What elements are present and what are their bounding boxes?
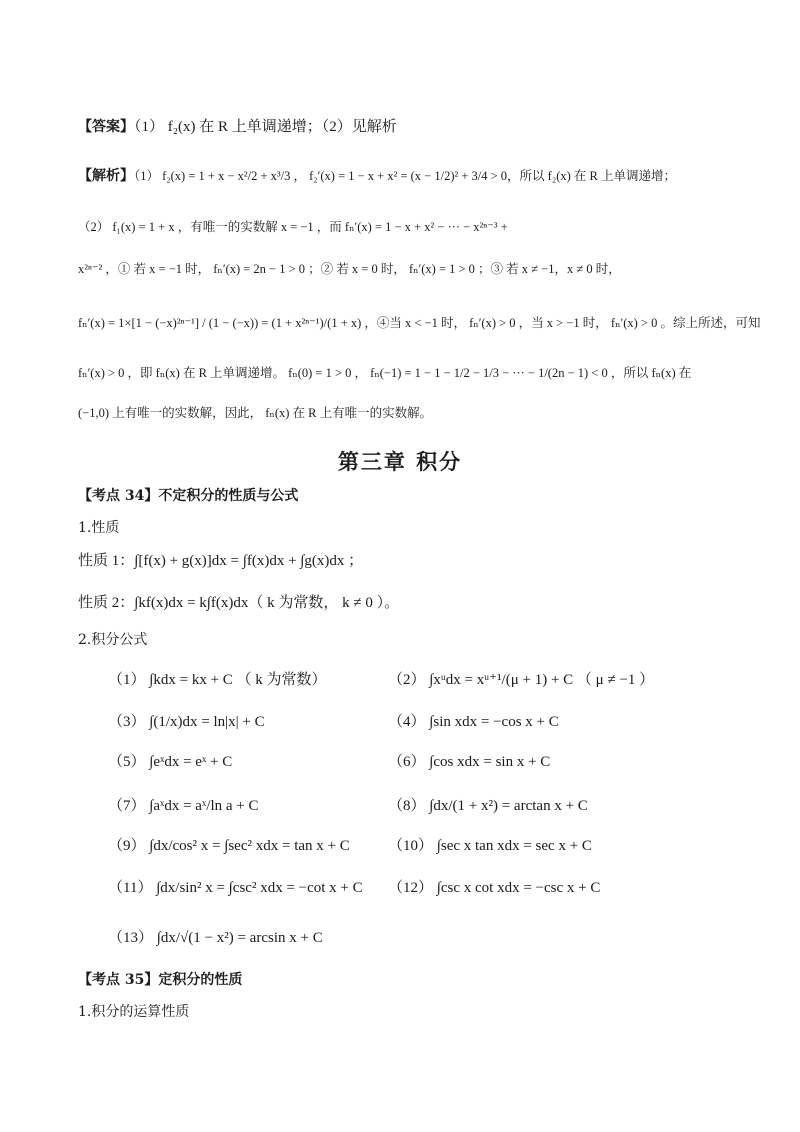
formula-11: （11） ∫dx/sin² x = ∫csc² xdx = −cot x + C xyxy=(108,880,363,896)
analysis-line-6: (−1,0) 上有唯一的实数解，因此， fₙ(x) 在 R 上有唯一的实数解。 xyxy=(78,406,433,420)
analysis-line-5: fₙ′(x) > 0 ，即 fₙ(x) 在 R 上单调递增。 fₙ(0) = 1 > 0 ， fₙ(−1) = 1 − 1 − 1/2 − 1/3 − ··· − 1/(2n − 1) < 0 ，所以 fₙ(x) 在 xyxy=(78,366,692,380)
analysis-line-4: fₙ′(x) = 1×[1 − (−x)²ⁿ⁻¹] / (1 − (−x)) = (1 + x²ⁿ⁻¹)/(1 + x) ，④当 x < −1 时， fₙ′(x) > 0 ，当 x > −1 时， fₙ′(x) > 0 。综上所述，可知 xyxy=(78,316,761,330)
formula-3: （3） ∫(1/x)dx = ln|x| + C xyxy=(108,714,265,730)
answer-label: 【答案】 xyxy=(78,119,134,135)
section-35-heading: 【考点 35】定积分的性质 xyxy=(78,972,243,988)
section-34-sub-properties: 1.性质 xyxy=(78,520,120,536)
formula-12: （12） ∫csc x cot xdx = −csc x + C xyxy=(388,880,601,896)
answer-line xyxy=(78,118,740,136)
property-2: 性质 2：∫kf(x)dx = k∫f(x)dx（ k 为常数， k ≠ 0 ）。 xyxy=(78,595,400,611)
section-34-heading: 【考点 34】不定积分的性质与公式 xyxy=(78,488,299,504)
formula-5: （5） ∫eˣdx = eˣ + C xyxy=(108,754,233,770)
answer-text: （1） f₂(x) 在 R 上单调递增；（2）见解析 xyxy=(134,119,397,135)
analysis-line-1 xyxy=(78,168,740,185)
analysis-line-3: x²ⁿ⁻² ，① 若 x = −1 时， fₙ′(x) = 2n − 1 > 0 ；② 若 x = 0 时， fₙ′(x) = 1 > 0 ；③ 若 x ≠ −1，x ≠ 0 时， xyxy=(78,262,621,276)
property-1: 性质 1：∫[f(x) + g(x)]dx = ∫f(x)dx + ∫g(x)dx ； xyxy=(78,553,364,569)
formula-10: （10） ∫sec x tan xdx = sec x + C xyxy=(388,838,592,854)
chapter-title: 第三章 积分 xyxy=(337,449,463,474)
formula-7: （7） ∫aˣdx = aˣ/ln a + C xyxy=(108,798,259,814)
formula-9: （9） ∫dx/cos² x = ∫sec² xdx = tan x + C xyxy=(108,838,350,854)
analysis-text-1: （1） f₂(x) = 1 + x − x²/2 + x³/3 ， f₂′(x) = 1 − x + x² = (x − 1/2)² + 3/4 > 0，所以 f₂(x) 在 R 上单调递增； xyxy=(134,169,676,183)
formula-8: （8） ∫dx/(1 + x²) = arctan x + C xyxy=(388,798,588,814)
formula-1: （1） ∫kdx = kx + C （ k 为常数） xyxy=(108,672,327,688)
analysis-label: 【解析】 xyxy=(78,168,134,184)
section-35-sub-operations: 1.积分的运算性质 xyxy=(78,1004,190,1020)
section-34-sub-formulas: 2.积分公式 xyxy=(78,632,148,648)
analysis-line-2: （2） f₁(x) = 1 + x ，有唯一的实数解 x = −1 ，而 fₙ′(x) = 1 − x + x² − ··· − x²ⁿ⁻³ + xyxy=(78,220,508,234)
formula-6: （6） ∫cos xdx = sin x + C xyxy=(388,754,551,770)
formula-2: （2） ∫xᵘdx = xᵘ⁺¹/(μ + 1) + C （ μ ≠ −1 ） xyxy=(388,672,655,688)
formula-4: （4） ∫sin xdx = −cos x + C xyxy=(388,714,559,730)
formula-13: （13） ∫dx/√(1 − x²) = arcsin x + C xyxy=(108,930,323,946)
